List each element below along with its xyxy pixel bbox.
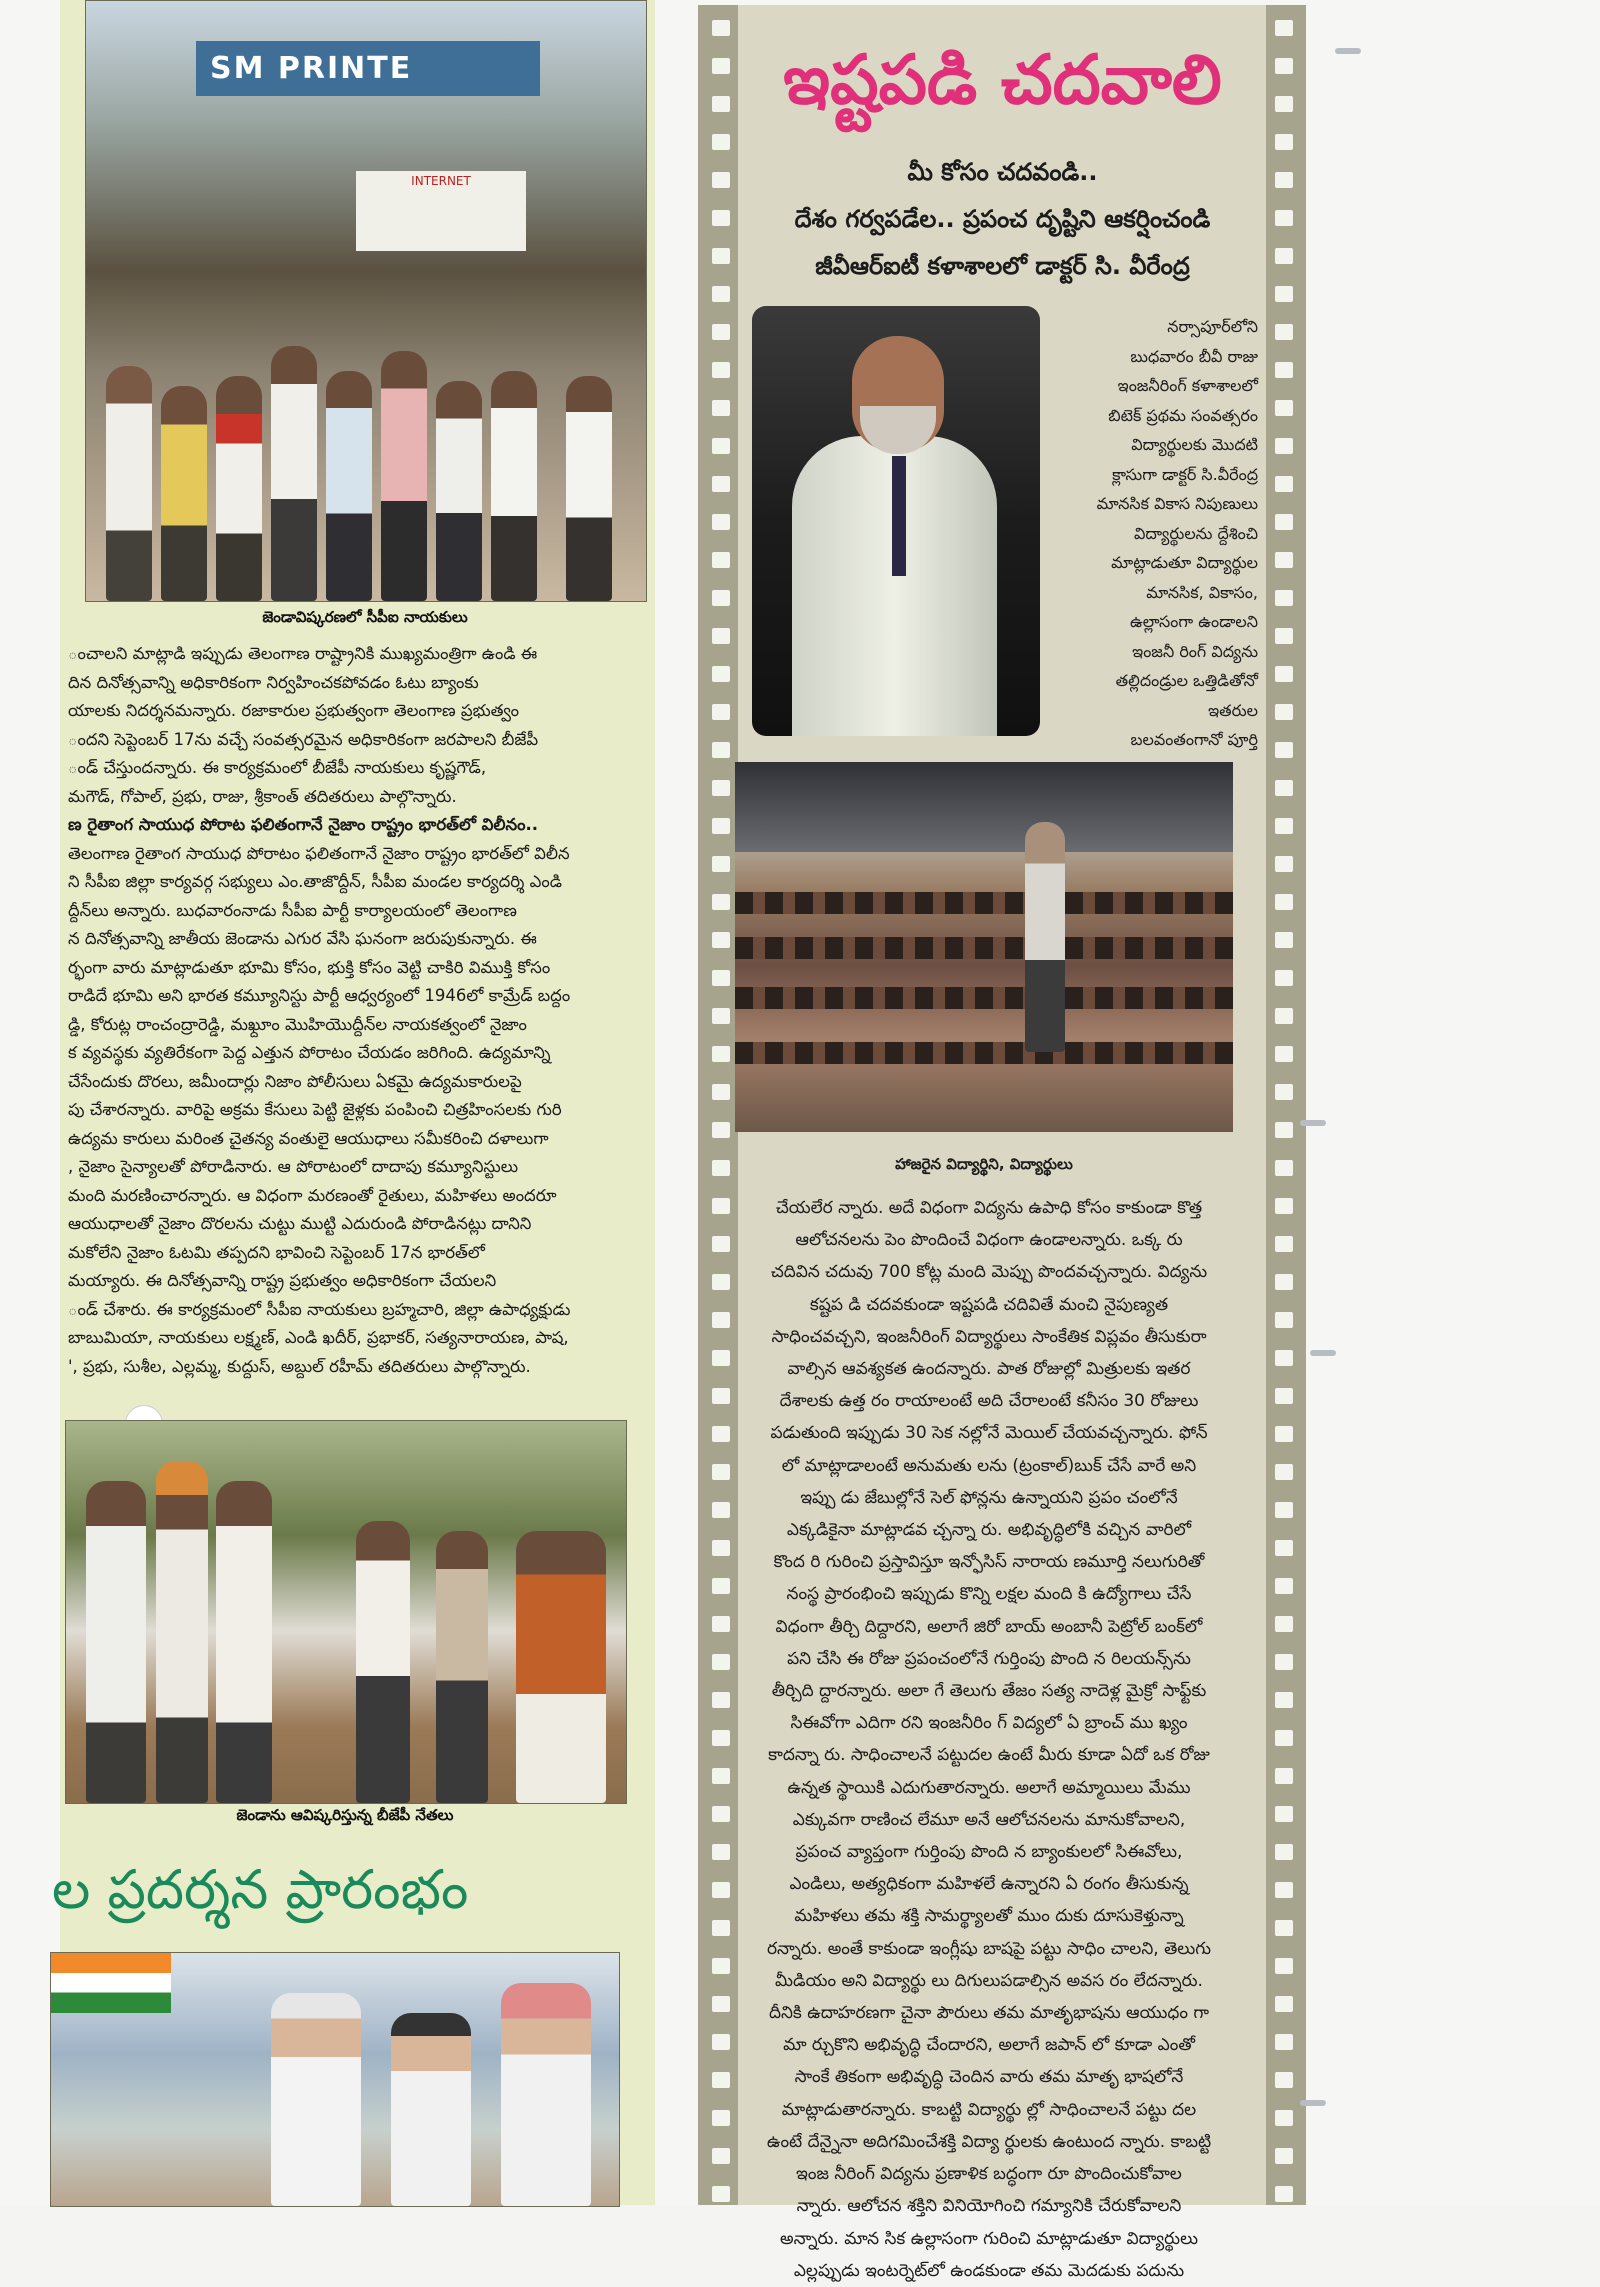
film-sprocket-hole — [712, 1046, 730, 1062]
body-line: ప్రపంచ వ్యాప్తంగా గుర్తింపు పొంది న బ్యాంకులలో సిఈవోలు, — [795, 1842, 1183, 1863]
body-line: మహిళలు తమ శక్తి సామర్థ్యాలతో ముం దుకు దూసుకెళ్తున్నా — [794, 1906, 1184, 1927]
cpi-flag-hoisting-photo — [85, 0, 647, 602]
body-line: పని చేసి ఈ రోజు ప్రపంచంలోనే గుర్తింపు పొంది న రిలయన్స్‌ను — [787, 1648, 1191, 1669]
article-title: ఇష్టపడి చదవాలి — [783, 40, 1222, 120]
film-sprocket-hole — [712, 590, 730, 606]
film-sprocket-hole — [712, 1160, 730, 1176]
film-sprocket-hole — [1275, 1426, 1293, 1442]
film-sprocket-hole — [712, 2186, 730, 2202]
text-line: యాలకు నిదర్శనమన్నారు. రజాకారుల ప్రభుత్వంగా తెలంగాణ ప్రభుత్వం — [68, 701, 519, 720]
body-line: సిఈవోగా ఎదిగా రని ఇంజనీరిం గ్ విద్యలో ఏ బ్రాంచ్ ము ఖ్యం — [790, 1713, 1188, 1734]
text-line: ండ్ చేశారు. ఈ కార్యక్రమంలో సీపీఐ నాయకులు బ్రహ్మచారి, జిల్లా ఉపాధ్యక్షుడు — [68, 1299, 571, 1319]
intro-line: నర్సాపూర్‌లోని — [1167, 317, 1258, 336]
intro-line: బుధవారం బీవీ రాజు — [1130, 346, 1258, 366]
film-sprocket-hole — [712, 1692, 730, 1708]
film-sprocket-hole — [712, 780, 730, 796]
students-hall-photo — [735, 762, 1233, 1132]
text-line: ద్దీన్‌లు అన్నారు. బుధవారంనాడు సీపీఐ పార్టీ కార్యాలయంలో తెలంగాణ — [68, 900, 517, 920]
body-line: కొంద రి గురించి ప్రస్తావిస్తూ ఇన్ఫోసిస్ నారాయ ణమూర్తి నలుగురితో — [773, 1552, 1205, 1573]
film-sprocket-hole — [712, 1388, 730, 1404]
speaker-standing — [1025, 822, 1065, 1052]
film-sprocket-hole — [1275, 134, 1293, 150]
film-sprocket-hole — [712, 1198, 730, 1214]
film-sprocket-hole — [1275, 1502, 1293, 1518]
film-sprocket-hole — [712, 1084, 730, 1100]
hall-photo-caption: హాజరైన విద్యార్థిని, విద్యార్థులు — [895, 1155, 1073, 1173]
film-sprocket-hole — [1275, 1654, 1293, 1670]
body-line: న్నారు. ఆలోచన శక్తిని వినియోగించి గమ్యానికి చేరుకోవాలని — [796, 2196, 1182, 2217]
text-line: క వ్యవస్థకు వ్యతిరేకంగా పెద్ద ఎత్తున పోరాటం చేయడం జరిగింది. ఉద్యమాన్ని — [68, 1043, 551, 1062]
film-sprocket-hole — [712, 1806, 730, 1822]
film-sprocket-hole — [1275, 628, 1293, 644]
film-sprocket-hole — [1275, 172, 1293, 188]
film-sprocket-hole — [1275, 590, 1293, 606]
film-sprocket-hole — [712, 552, 730, 568]
text-line: మగౌడ్, గోపాల్, ప్రభు, రాజు, శ్రీకాంత్ తదితరులు పాల్గొన్నారు. — [68, 786, 457, 806]
film-sprocket-hole — [1275, 1236, 1293, 1252]
film-sprocket-hole — [1275, 1350, 1293, 1366]
text-line: న దినోత్సవాన్ని జాతీయ జెండాను ఎగుర వేసి ఘనంగా జరుపుకున్నారు. ఈ — [68, 929, 537, 948]
film-sprocket-hole — [712, 286, 730, 302]
film-sprocket-hole — [1275, 248, 1293, 264]
shop-board-small: INTERNET — [356, 171, 526, 251]
film-sprocket-hole — [712, 742, 730, 758]
body-line: ఆలోచనలను పెం పొందించే విధంగా ఉండాలన్నారు. ఒక్క రు — [795, 1230, 1183, 1251]
body-line: తీర్చిది ద్దారన్నారు. అలా గే తెలుగు తేజం సత్య నాదెళ్ల మైక్రో సాఫ్ట్‌కు — [771, 1681, 1207, 1702]
text-line: మంది మరణించారన్నారు. ఆ విధంగా మరణంతో రైతులు, మహిళలు అందరూ — [68, 1185, 557, 1205]
intro-line: విద్యార్థులను ద్దేశించి — [1133, 523, 1258, 543]
film-sprocket-hole — [1275, 1958, 1293, 1974]
film-sprocket-hole — [1275, 970, 1293, 986]
film-sprocket-hole — [1275, 704, 1293, 720]
film-sprocket-hole — [712, 20, 730, 36]
film-sprocket-hole — [712, 1464, 730, 1480]
body-line: వాల్సిన ఆవశ్యకత ఉందన్నారు. పాత రోజుల్లో మిత్రులకు ఇతర — [787, 1359, 1191, 1380]
film-sprocket-hole — [1275, 1046, 1293, 1062]
film-sprocket-hole — [1275, 1996, 1293, 2012]
text-line: ండ్ చేస్తుందన్నారు. ఈ కార్యక్రమంలో బీజేపీ నాయకులు కృష్ణగౌడ్, — [68, 758, 487, 777]
subheading: ణ రైతాంగ సాయుధ పోరాట ఫలితంగానే నైజాం రాష్ట్రం భారత్‌లో విలీనం.. — [68, 815, 538, 834]
film-sprocket-hole — [1275, 818, 1293, 834]
film-sprocket-hole — [1275, 1616, 1293, 1632]
film-sprocket-hole — [1275, 96, 1293, 112]
film-sprocket-hole — [712, 1502, 730, 1518]
film-sprocket-hole — [1275, 552, 1293, 568]
film-sprocket-hole — [1275, 20, 1293, 36]
film-sprocket-hole — [712, 438, 730, 454]
film-sprocket-hole — [1275, 58, 1293, 74]
film-sprocket-hole — [712, 1958, 730, 1974]
film-sprocket-hole — [712, 1730, 730, 1746]
freedom-fighters-illustration — [50, 1952, 620, 2207]
text-line: రాడిదే భూమి అని భారత కమ్యూనిస్టు పార్టీ ఆధ్వర్యంలో 1946లో కామ్రేడ్ బద్దం — [68, 986, 571, 1005]
speaker-photo — [752, 306, 1040, 736]
article-body-text — [748, 1192, 1230, 2287]
film-sprocket-hole — [712, 894, 730, 910]
film-sprocket-hole — [1275, 1084, 1293, 1100]
film-sprocket-hole — [1275, 1312, 1293, 1328]
film-sprocket-hole — [1275, 1920, 1293, 1936]
film-sprocket-hole — [1275, 2110, 1293, 2126]
scan-mark — [1335, 48, 1361, 54]
film-sprocket-hole — [1275, 362, 1293, 378]
body-line: ఇప్పు డు జేబుల్లోనే సెల్ ఫోన్లను ఉన్నాయని ప్రపం చంలోనే — [800, 1487, 1178, 1508]
intro-line: క్లాసుగా డాక్టర్ సి.వీరేంద్ర — [1112, 464, 1258, 484]
hall-wall — [735, 762, 1233, 852]
film-sprocket-hole — [1275, 932, 1293, 948]
film-sprocket-hole — [712, 1350, 730, 1366]
text-line: , నైజాం సైన్యాలతో పోరాడినారు. ఆ పోరాటంలో దాదాపు కమ్యూనిస్టులు — [68, 1157, 519, 1176]
film-sprocket-hole — [712, 210, 730, 226]
film-sprocket-hole — [1275, 1464, 1293, 1480]
film-sprocket-hole — [1275, 1692, 1293, 1708]
text-line: దిన దినోత్సవాన్ని అధికారికంగా నిర్వహించకపోవడం ఓటు బ్యాంకు — [68, 672, 479, 692]
film-sprocket-hole — [1275, 476, 1293, 492]
text-line: ఆయుధాలతో నైజాం దొరలను చుట్టు ముట్టి ఎదురుండి పోరాడినట్లు దానిని — [68, 1214, 532, 1233]
film-sprocket-hole — [712, 2034, 730, 2050]
body-line: దేశాలకు ఉత్త రం రాయాలంటే అది చేరాలంటే కనీసం 30 రోజులు — [779, 1391, 1199, 1412]
film-sprocket-hole — [712, 248, 730, 264]
text-line: ని సీపీఐ జిల్లా కార్యవర్గ సభ్యులు ఎం.తాజొద్దీన్, సీపీఐ మండల కార్యదర్శి ఎండి — [68, 872, 562, 891]
film-sprocket-hole — [1275, 2186, 1293, 2202]
body-line: నంస్థ ప్రారంభించి ఇప్పుడు కొన్ని లక్షల మంది కి ఉద్యోగాలు చేసే — [786, 1584, 1192, 1605]
body-line: విధంగా తీర్చి దిద్దారని, అలాగే జిరో బాయ్ అంబానీ పెట్రోల్ బంక్‌లో — [775, 1616, 1203, 1637]
film-sprocket-hole — [1275, 1806, 1293, 1822]
scan-mark — [1310, 1350, 1336, 1356]
film-sprocket-hole — [1275, 2034, 1293, 2050]
body-line: ఎక్కడికైనా మాట్లాడవ చ్చన్నా రు. అభివృద్ధిలోకి వచ్చిన వారిలో — [786, 1520, 1192, 1541]
film-sprocket-hole — [712, 1844, 730, 1860]
intro-line: బలవంతంగానో పూర్తి — [1130, 730, 1258, 749]
intro-line: ఇంజనీ రింగ్ విద్యను — [1132, 641, 1258, 661]
film-sprocket-hole — [1275, 324, 1293, 340]
intro-line: మాట్లాడుతూ విద్యార్థుల — [1111, 553, 1258, 572]
body-line: సాంకే తికంగా అభివృద్ధి చెందిన వారు తమ మాతృ భాషలోనే — [794, 2067, 1184, 2088]
intro-line: విద్యార్థులకు మొదటి — [1131, 435, 1258, 454]
film-sprocket-hole — [712, 1540, 730, 1556]
intro-line: ఇతరుల — [1208, 700, 1258, 720]
film-sprocket-hole — [1275, 894, 1293, 910]
body-line: పడుతుంది ఇప్పుడు 30 సెక నల్లోనే మెయిల్ చేయవచ్చన్నారు. ఫోన్ — [770, 1423, 1208, 1444]
film-sprocket-hole — [1275, 514, 1293, 530]
film-sprocket-hole — [1275, 1008, 1293, 1024]
body-line: సాధించవచ్చని, ఇంజనీరింగ్ విద్యార్థులు సాంకేతిక విప్లవం తీసుకురా — [771, 1326, 1207, 1347]
exhibition-headline: ల ప్రదర్శన ప్రారంభం — [52, 1858, 469, 1921]
film-sprocket-hole — [712, 1312, 730, 1328]
film-sprocket-hole — [1275, 742, 1293, 758]
body-line: కష్టప డి చదవకుండా ఇష్టపడి చదివితే మంచి నైపుణ్యత — [809, 1294, 1169, 1315]
intro-line: ఇంజనీరింగ్ కళాశాలలో — [1117, 376, 1258, 395]
film-sprocket-hole — [1275, 286, 1293, 302]
article-intro — [1058, 312, 1258, 755]
film-sprocket-hole — [1275, 1844, 1293, 1860]
article-subtitle-2: దేశం గర్వపడేల.. ప్రపంచ దృష్టిని ఆకర్షించండి — [794, 205, 1211, 233]
body-line: ఇంజ నీరింగ్ విద్యను ప్రణాళిక బద్ధంగా రూ పొందించుకోవాల — [796, 2164, 1182, 2185]
photo-caption-bjp: జెండాను ఆవిష్కరిస్తున్న బీజేపీ నేతలు — [236, 1806, 454, 1824]
body-line: దీనికి ఉదాహరణగా చైనా పౌరులు తమ మాతృభాషను ఆయుధం గా — [768, 2003, 1210, 2024]
photo-caption-cpi: జెండావిష్కరణలో సీపీఐ నాయకులు — [262, 608, 468, 626]
text-line: పు చేశారన్నారు. వారిపై అక్రమ కేసులు పెట్టి జైళ్లకు పంపించి చిత్రహింసలకు గురి — [68, 1100, 562, 1119]
film-sprocket-hole — [1275, 856, 1293, 872]
text-line: చేసేందుకు దొరలు, జమీందార్లు నిజాం పోలీసులు ఏకమై ఉద్యమకారులపై — [68, 1071, 522, 1091]
body-line: ఎల్లప్పుడు ఇంటర్నెట్‌లో ఉండకుండా తమ మెదడుకు పదును — [793, 2260, 1185, 2281]
film-sprocket-hole — [1275, 2072, 1293, 2088]
film-sprocket-hole — [712, 2072, 730, 2088]
body-line: లో మాట్లాడాలంటే అనుమతు లను (ట్రంకాల్)బుక్ చేసే వారే అని — [781, 1455, 1197, 1476]
film-sprocket-hole — [712, 704, 730, 720]
cpi-article-text — [68, 640, 640, 1381]
film-sprocket-hole — [712, 666, 730, 682]
article-subtitle-1: మీ కోసం చదవండి.. — [907, 158, 1098, 186]
film-sprocket-hole — [712, 476, 730, 492]
film-sprocket-hole — [712, 1426, 730, 1442]
text-line: మయ్యారు. ఈ దినోత్సవాన్ని రాష్ట్ర ప్రభుత్వం అధికారికంగా చేయలని — [68, 1271, 497, 1290]
body-line: ఉంటే దేన్నైనా అదిగమించేశక్తి విద్యా ర్థులకు ఉంటుంద న్నారు. కాబట్టి — [766, 2131, 1212, 2152]
text-line: ', ప్రభు, సుశీల, ఎల్లమ్మ, కుద్దుస్, అబ్దుల్ రహీమ్ తదితరులు పాల్గొన్నారు. — [68, 1356, 531, 1376]
film-sprocket-hole — [712, 1616, 730, 1632]
film-sprocket-hole — [712, 1274, 730, 1290]
intro-line: మానసిక వికాస నిపుణులు — [1096, 494, 1258, 513]
film-sprocket-hole — [712, 628, 730, 644]
film-sprocket-hole — [1275, 1730, 1293, 1746]
film-sprocket-hole — [712, 1654, 730, 1670]
film-sprocket-hole — [712, 96, 730, 112]
film-sprocket-hole — [712, 856, 730, 872]
film-sprocket-hole — [1275, 1540, 1293, 1556]
film-sprocket-hole — [1275, 1198, 1293, 1214]
body-line: మీడియం అని విద్యార్థు లు దిగులుపడాల్సిన అవస రం లేదన్నారు. — [775, 1970, 1203, 1991]
film-sprocket-hole — [712, 134, 730, 150]
film-sprocket-hole — [1275, 1882, 1293, 1898]
shop-board: SM PRINTE — [196, 41, 540, 96]
film-sprocket-hole — [712, 58, 730, 74]
film-sprocket-hole — [712, 818, 730, 834]
body-line: అన్నారు. మాన సిక ఉల్లాసంగా గురించి మాట్లాడుతూ విద్యార్థులు — [779, 2228, 1198, 2249]
bjp-flag-hoisting-photo — [65, 1420, 627, 1804]
film-sprocket-hole — [1275, 2148, 1293, 2164]
intro-line: తల్లిదండ్రుల ఒత్తిడితోనో — [1115, 671, 1258, 690]
film-sprocket-hole — [1275, 780, 1293, 796]
text-line: ందని సెప్టెంబర్ 17ను వచ్చే సంవత్సరమైన అధికారికంగా జరపాలని బీజేపీ — [68, 729, 539, 749]
film-sprocket-hole — [1275, 1274, 1293, 1290]
film-sprocket-hole — [1275, 210, 1293, 226]
scan-mark — [1300, 2100, 1326, 2106]
film-sprocket-hole — [712, 1236, 730, 1252]
body-line: చేయలేర న్నారు. అదే విధంగా విద్యను ఉపాధి కోసం కాకుండా కొత్త — [775, 1198, 1203, 1218]
film-sprocket-hole — [712, 1882, 730, 1898]
speaker-tie — [892, 456, 906, 576]
text-line: మకోలేని నైజాం ఓటమి తప్పదని భావించి సెప్టెంబర్ 17న భారత్‌లో — [68, 1242, 485, 1262]
film-sprocket-hole — [712, 1920, 730, 1936]
body-line: కాదన్నా రు. సాధించాలనే పట్టుదల ఉంటే మీరు కూడా ఏదో ఒక రోజు — [768, 1745, 1210, 1766]
intro-line: మానసిక, వికాసం, — [1146, 582, 1258, 602]
scan-mark — [1300, 1120, 1326, 1126]
film-sprocket-hole — [1275, 400, 1293, 416]
text-line: ర్భంగా వారు మాట్లాడుతూ భూమి కోసం, భుక్తి కోసం వెట్టి చాకిరి విముక్తి కోసం — [68, 957, 551, 977]
film-sprocket-hole — [712, 1768, 730, 1784]
text-line: ంచాలని మాట్లాడి ఇప్పుడు తెలంగాణ రాష్ట్రానికి ముఖ్యమంత్రిగా ఉండి ఈ — [68, 644, 538, 663]
body-line: మా ర్చుకొని అభివృద్ధి చేందారని, అలాగే జపాన్ లో కూడా ఎంతో — [783, 2035, 1195, 2056]
film-sprocket-hole — [712, 2148, 730, 2164]
film-sprocket-hole — [1275, 666, 1293, 682]
film-sprocket-hole — [1275, 1388, 1293, 1404]
film-sprocket-hole — [1275, 1122, 1293, 1138]
film-sprocket-hole — [712, 932, 730, 948]
film-sprocket-hole — [712, 514, 730, 530]
film-sprocket-hole — [712, 1008, 730, 1024]
body-line: ఉన్నత స్థాయికి ఎదుగుతారన్నారు. అలాగే అమ్మాయిలు మేము — [787, 1777, 1191, 1798]
film-sprocket-hole — [1275, 438, 1293, 454]
film-sprocket-hole — [712, 324, 730, 340]
article-subtitle-3: జీవీఆర్ఐటీ కళాశాలలో డాక్టర్ సి. వీరేంద్ర — [815, 252, 1190, 280]
body-line: ఎక్కువగా రాణించ లేమూ అనే ఆలోచనలను మానుకోవాలని, — [792, 1809, 1186, 1830]
film-sprocket-hole — [712, 970, 730, 986]
text-line: డ్డి, కోరుట్ల రాంచంద్రారెడ్డి, మఖ్దూం మొహియొద్దీన్‌ల నాయకత్వంలో నైజాం — [68, 1014, 527, 1034]
body-line: ఎండిలు, అత్యధికంగా మహిళలే ఉన్నారని ఏ రంగం తీసుకున్న — [789, 1874, 1189, 1895]
body-line: రన్నారు. అంతే కాకుండా ఇంగ్లీషు బాషపై పట్టు సాధిం చాలని, తెలుగు — [766, 1938, 1212, 1959]
body-line: మాట్లాడుతారన్నారు. కాబట్టి విద్యార్థు ల్లో సాధించాలనే పట్టు దల — [781, 2099, 1197, 2120]
film-sprocket-hole — [712, 362, 730, 378]
film-sprocket-hole — [1275, 1578, 1293, 1594]
film-sprocket-hole — [712, 1122, 730, 1138]
text-line: ఉద్యమ కారులు మరింత చైతన్య వంతులై ఆయుధాలు సమీకరించి దళాలుగా — [68, 1128, 549, 1148]
intro-line: బిటెక్ ప్రథమ సంవత్సరం — [1108, 405, 1258, 425]
film-sprocket-hole — [1275, 1768, 1293, 1784]
film-sprocket-hole — [712, 2110, 730, 2126]
film-sprocket-hole — [712, 172, 730, 188]
film-sprocket-hole — [712, 1578, 730, 1594]
film-sprocket-hole — [712, 1996, 730, 2012]
film-sprocket-hole — [712, 400, 730, 416]
text-line: బాబుమియా, నాయకులు లక్ష్మణ్, ఎండి ఖదీర్, ప్రభాకర్, సత్యనారాయణ, పాష, — [68, 1328, 569, 1347]
text-line: తెలంగాణ రైతాంగ సాయుధ పోరాటం ఫలితంగానే నైజాం రాష్ట్రం భారత్‌లో విలీన — [68, 843, 570, 863]
body-line: చదివిన చదువు 700 కోట్ల మంది మెప్పు పొందవచ్చన్నారు. విద్యను — [770, 1262, 1208, 1283]
film-sprocket-hole — [1275, 1160, 1293, 1176]
intro-line: ఉల్లాసంగా ఉండాలని — [1130, 612, 1258, 631]
